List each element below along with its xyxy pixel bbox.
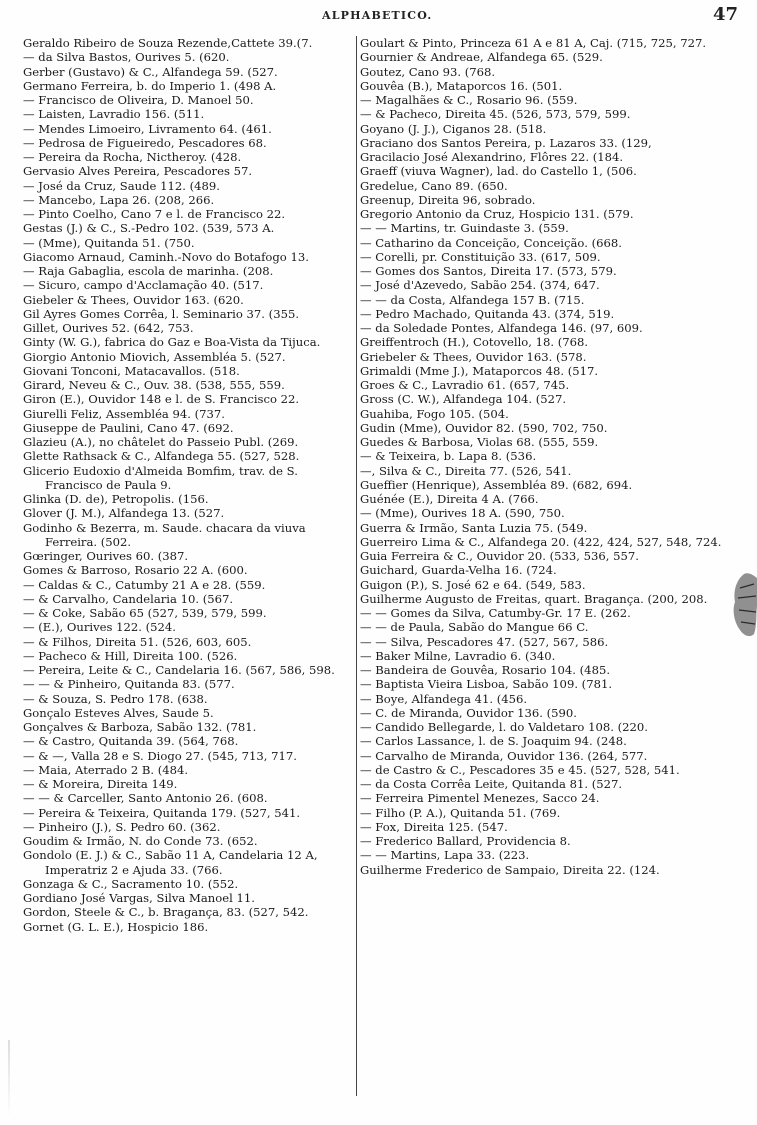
right-column <box>360 36 738 877</box>
directory-entry: Glette Rathsack & C., Alfandega 55. (527, 528. <box>23 449 300 464</box>
directory-entry: — Baker Milne, Lavradio 6. (340. <box>360 648 556 663</box>
directory-entry: Guedes & Barbosa, Violas 68. (555, 559. <box>360 435 599 449</box>
directory-entry: Giron (E.), Ouvidor 148 e l. de S. Francisco 22. <box>23 392 300 407</box>
directory-entry: — — Gomes da Silva, Catumby-Gr. 17 E. (262. <box>360 606 631 620</box>
directory-entry: — Laisten, Lavradio 156. (511. <box>23 107 205 122</box>
directory-entry: Gomes & Barroso, Rosario 22 A. (600. <box>23 563 248 578</box>
directory-entry: Gonzaga & C., Sacramento 10. (552. <box>23 876 239 891</box>
directory-entry: — Raja Gabaglia, escola de marinha. (208. <box>23 264 274 278</box>
directory-entry: Gil Ayres Gomes Corrêa, l. Seminario 37. (355. <box>23 306 300 321</box>
directory-entry: — & Teixeira, b. Lapa 8. (536. <box>360 449 537 464</box>
directory-entry: — & Filhos, Direita 51. (526, 603, 605. <box>23 634 252 649</box>
directory-entry: Gueffier (Henrique), Assembléa 89. (682, 694. <box>360 477 633 492</box>
directory-entry: Gonçalves & Barboza, Sabão 132. (781. <box>23 720 257 734</box>
directory-entry: Ginty (W. G.), fabrica do Gaz e Boa-Vista da Tijuca. <box>23 335 321 350</box>
directory-entry: — & Carvalho, Candelaria 10. (567. <box>23 591 234 606</box>
directory-entry: — Pacheco & Hill, Direita 100. (526. <box>23 648 238 663</box>
directory-entry: — & Souza, S. Pedro 178. (638. <box>23 691 208 706</box>
directory-entry: Glazieu (A.), no châtelet do Passeio Publ. (269. <box>23 435 299 449</box>
directory-entry: — Bandeira de Gouvêa, Rosario 104. (485. <box>360 663 611 677</box>
directory-entry: — Pereira & Teixeira, Quitanda 179. (527, 541. <box>23 805 301 820</box>
directory-entry: Guahiba, Fogo 105. (504. <box>360 406 509 421</box>
directory-entry: — — da Costa, Alfandega 157 B. (715. <box>360 292 585 307</box>
directory-entry: Giacomo Arnaud, Caminh.-Novo do Botafogo 13. <box>23 249 309 264</box>
directory-entry: Gornet (G. L. E.), Hospicio 186. <box>23 919 209 934</box>
directory-entry: Gudin (Mme), Ouvidor 82. (590, 702, 750. <box>360 420 608 435</box>
directory-entry: — Baptista Vieira Lisboa, Sabão 109. (781. <box>360 677 613 692</box>
directory-entry: Gracilacio José Alexandrino, Flôres 22. (184. <box>360 150 624 164</box>
directory-entry: — da Costa Corrêa Leite, Quitanda 81. (527. <box>360 777 623 791</box>
directory-entry: — Carlos Lassance, l. de S. Joaquim 94. (248. <box>360 734 627 749</box>
directory-entry: Gerber (Gustavo) & C., Alfandega 59. (527. <box>23 64 278 79</box>
directory-entry: — Maia, Aterrado 2 B. (484. <box>23 762 189 777</box>
directory-entry: — Boye, Alfandega 41. (456. <box>360 691 528 706</box>
directory-entry: Giovani Tonconi, Matacavallos. (518. <box>23 363 240 378</box>
directory-entry: Goyano (J. J.), Ciganos 28. (518. <box>360 121 547 136</box>
directory-entry: —, Silva & C., Direita 77. (526, 541. <box>360 463 572 478</box>
directory-entry: — — de Paula, Sabão do Mangue 66 C. <box>360 620 589 635</box>
directory-entry: — — Martins, tr. Guindaste 3. (559. <box>360 221 569 236</box>
directory-entry: — Corelli, pr. Constituição 33. (617, 509. <box>360 249 601 264</box>
directory-entry: — Pinto Coelho, Cano 7 e l. de Francisco 22. <box>23 207 286 221</box>
directory-entry: Guerra & Irmão, Santa Luzia 75. (549. <box>360 520 588 535</box>
directory-entry: Greiffentroch (H.), Cotovello, 18. (768. <box>360 335 589 350</box>
directory-entry: — Mendes Limoeiro, Livramento 64. (461. <box>23 121 272 136</box>
directory-entry: — Caldas & C., Catumby 21 A e 28. (559. <box>23 577 266 592</box>
directory-entry: — & Coke, Sabão 65 (527, 539, 579, 599. <box>23 606 267 620</box>
directory-entry: Greenup, Direita 96, sobrado. <box>360 192 536 207</box>
directory-entry: Giorgio Antonio Miovich, Assembléa 5. (527. <box>23 349 286 364</box>
directory-entry: — José d'Azevedo, Sabão 254. (374, 647. <box>360 278 600 293</box>
directory-entry: Gouvêa (B.), Mataporcos 16. (501. <box>360 78 563 93</box>
directory-entry: — Pedro Machado, Quitanda 43. (374, 519. <box>360 306 615 321</box>
directory-entry: Graciano dos Santos Pereira, p. Lazaros 33. (129, <box>360 135 652 150</box>
directory-entry: Graeff (viuva Wagner), lad. do Castello 1, (506. <box>360 164 637 179</box>
column-divider <box>356 36 357 1096</box>
directory-entry: Guichard, Guarda-Velha 16. (724. <box>360 563 557 578</box>
directory-entry: — da Silva Bastos, Ourives 5. (620. <box>23 50 230 65</box>
directory-entry: — Frederico Ballard, Providencia 8. <box>360 834 571 848</box>
directory-entry: Goulart & Pinto, Princeza 61 A e 81 A, Caj. (715, 725, 727. <box>360 36 707 50</box>
directory-entry: — Fox, Direita 125. (547. <box>360 819 508 834</box>
directory-entry: Girard, Neveu & C., Ouv. 38. (538, 555, 559. <box>23 378 285 392</box>
directory-entry: — José da Cruz, Saude 112. (489. <box>23 178 220 193</box>
directory-entry: — Pedrosa de Figueiredo, Pescadores 68. <box>23 135 267 150</box>
directory-entry: Grimaldi (Mme J.), Mataporcos 48. (517. <box>360 363 599 378</box>
directory-entry: — & Moreira, Direita 149. <box>23 777 178 791</box>
directory-entry: — Pereira da Rocha, Nictheroy. (428. <box>23 150 242 164</box>
directory-entry: — & Pacheco, Direita 45. (526, 573, 579, 599. <box>360 107 631 122</box>
directory-entry: Gœringer, Ourives 60. (387. <box>23 549 189 563</box>
directory-entry: — Francisco de Oliveira, D. Manoel 50. <box>23 93 254 107</box>
directory-entry: Gestas (J.) & C., S.-Pedro 102. (539, 573 A. <box>23 221 275 236</box>
directory-entry: Gervasio Alves Pereira, Pescadores 57. <box>23 164 253 179</box>
directory-entry: — Gomes dos Santos, Direita 17. (573, 579. <box>360 264 617 278</box>
directory-entry: Gonçalo Esteves Alves, Saude 5. <box>23 705 214 720</box>
directory-entry: — Catharino da Conceição, Conceição. (668. <box>360 235 622 250</box>
directory-entry: — Magalhães & C., Rosario 96. (559. <box>360 93 578 107</box>
directory-entry: — — Martins, Lapa 33. (223. <box>360 848 530 863</box>
directory-entry: — Pinheiro (J.), S. Pedro 60. (362. <box>23 819 221 834</box>
directory-entry: — de Castro & C., Pescadores 35 e 45. (527, 528, 541. <box>360 762 680 777</box>
directory-entry: — Filho (P. A.), Quitanda 51. (769. <box>360 805 561 820</box>
directory-entry: — — & Pinheiro, Quitanda 83. (577. <box>23 677 235 692</box>
directory-entry: Geraldo Ribeiro de Souza Rezende,Cattete 39.(7. <box>23 36 313 50</box>
directory-entry: — Sicuro, campo d'Acclamação 40. (517. <box>23 278 264 293</box>
directory-entry: — Pereira, Leite & C., Candelaria 16. (567, 586, 598. <box>23 663 335 677</box>
page-number: 47 <box>713 4 739 25</box>
directory-entry: Giuseppe de Paulini, Cano 47. (692. <box>23 420 234 435</box>
directory-entry: Gournier & Andreae, Alfandega 65. (529. <box>360 50 603 65</box>
directory-entry: Guigon (P.), S. José 62 e 64. (549, 583. <box>360 577 586 592</box>
directory-entry: — Ferreira Pimentel Menezes, Sacco 24. <box>360 791 600 806</box>
directory-entry: Gillet, Ourives 52. (642, 753. <box>23 321 194 335</box>
directory-entry: — C. de Miranda, Ouvidor 136. (590. <box>360 705 577 720</box>
directory-entry: — Mancebo, Lapa 26. (208, 266. <box>23 192 215 207</box>
directory-entry: Groes & C., Lavradio 61. (657, 745. <box>360 378 570 392</box>
directory-entry: Griebeler & Thees, Ouvidor 163. (578. <box>360 349 587 364</box>
directory-entry: Giurelli Feliz, Assembléa 94. (737. <box>23 406 225 421</box>
directory-entry: Guia Ferreira & C., Ouvidor 20. (533, 536, 557. <box>360 549 639 563</box>
directory-entry: Glinka (D. de), Petropolis. (156. <box>23 492 209 506</box>
directory-entry: Guerreiro Lima & C., Alfandega 20. (422, 424, 527, 548, 724. <box>360 534 722 549</box>
directory-entry: Godinho & Bezerra, m. Saude. chacara da viuva Ferreira. (502. <box>23 520 306 549</box>
directory-entry: — (E.), Ourives 122. (524. <box>23 620 176 635</box>
directory-entry: Gondolo (E. J.) & C., Sabão 11 A, Candelaria 12 A, Imperatriz 2 e Ajuda 33. (766. <box>23 848 318 877</box>
directory-entry: — & Castro, Quitanda 39. (564, 768. <box>23 734 239 749</box>
directory-entry: — & —, Valla 28 e S. Diogo 27. (545, 713, 717. <box>23 748 297 763</box>
directory-entry: Guilherme Augusto de Freitas, quart. Bragança. (200, 208. <box>360 591 708 606</box>
directory-entry: — da Soledade Pontes, Alfandega 146. (97, 609. <box>360 321 643 335</box>
directory-entry: Gordiano José Vargas, Silva Manoel 11. <box>23 891 255 905</box>
directory-entry: Giebeler & Thees, Ouvidor 163. (620. <box>23 292 244 307</box>
directory-entry: Gordon, Steele & C., b. Bragança, 83. (527, 542. <box>23 905 309 920</box>
directory-entry: — (Mme), Ourives 18 A. (590, 750. <box>360 506 565 521</box>
directory-entry: — Carvalho de Miranda, Ouvidor 136. (264, 577. <box>360 748 648 763</box>
directory-entry: Guénée (E.), Direita 4 A. (766. <box>360 492 539 506</box>
directory-entry: Gredelue, Cano 89. (650. <box>360 178 508 193</box>
page-edge-shadow <box>8 1040 10 1120</box>
directory-entry: Germano Ferreira, b. do Imperio 1. (498 A. <box>23 78 277 93</box>
page-header <box>0 6 757 30</box>
directory-entry: Glicerio Eudoxio d'Almeida Bomfim, trav. de S. Francisco de Paula 9. <box>23 463 298 492</box>
left-column <box>23 36 357 934</box>
directory-entry: Goudim & Irmão, N. do Conde 73. (652. <box>23 834 258 848</box>
ink-blot-image <box>730 570 757 640</box>
directory-entry: Gregorio Antonio da Cruz, Hospicio 131. (579. <box>360 207 634 221</box>
directory-entry: — Candido Bellegarde, l. do Valdetaro 108. (220. <box>360 720 648 734</box>
directory-entry: — — Silva, Pescadores 47. (527, 567, 586. <box>360 634 609 649</box>
directory-entry: Goutez, Cano 93. (768. <box>360 64 496 79</box>
directory-entry: — — & Carceller, Santo Antonio 26. (608. <box>23 791 268 806</box>
directory-entry: Glover (J. M.), Alfandega 13. (527. <box>23 506 225 521</box>
directory-entry: — (Mme), Quitanda 51. (750. <box>23 235 195 250</box>
directory-entry: Gross (C. W.), Alfandega 104. (527. <box>360 392 567 407</box>
running-title: ALPHABETICO. <box>322 9 433 22</box>
directory-entry: Guilherme Frederico de Sampaio, Direita 22. (124. <box>360 862 660 877</box>
